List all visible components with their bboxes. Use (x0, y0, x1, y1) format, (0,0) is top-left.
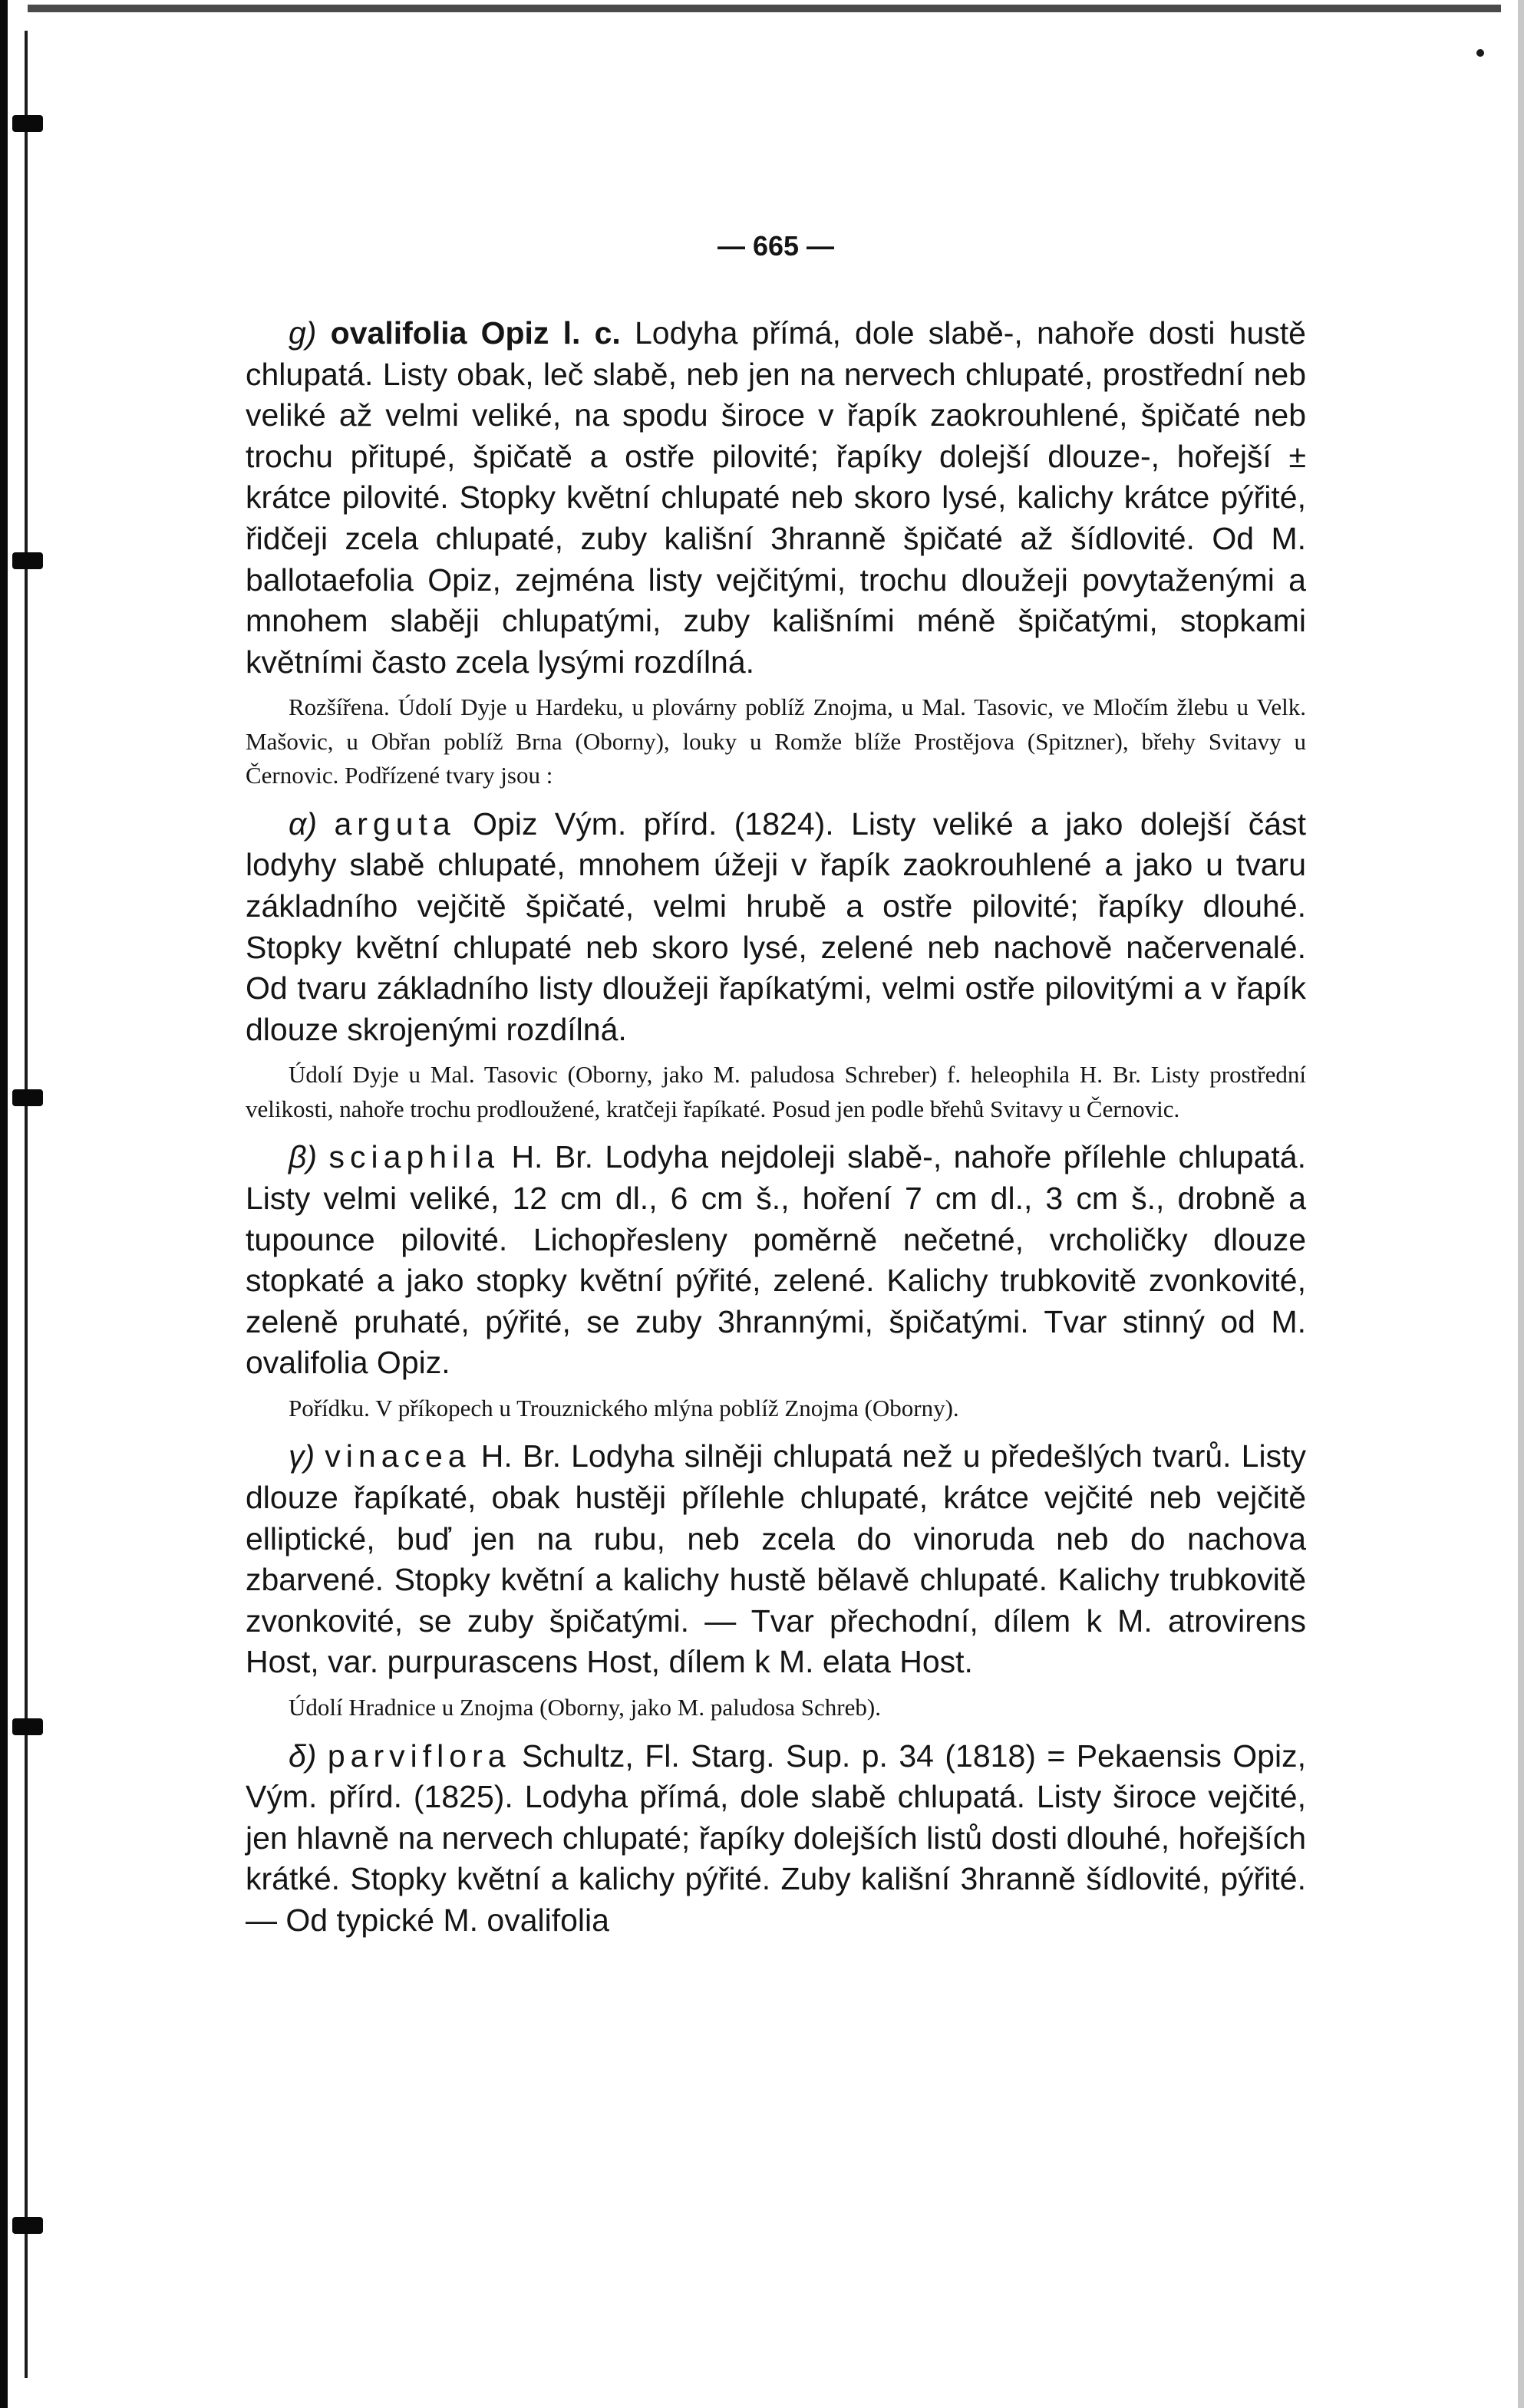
distribution-note: Pořídku. V příkopech u Trouznického mlýna poblíž Znojma (Oborny). (289, 1394, 959, 1421)
top-scan-edge (28, 5, 1501, 12)
page-number: — 665 — (717, 230, 835, 262)
variety-name: parviflora (327, 1738, 511, 1774)
variety-name: vinacea (325, 1438, 471, 1474)
distribution-note: Rozšířena. Údolí Dyje u Hardeku, u plovárny poblíž Znojma, u Mal. Tasovic, ve Mločím žlebu u Velk. Mašovic, u Obřan poblíž Brna (Oborny), louky u Romže blíže Prostějova (Spitzner), břehy Svitavy u Černovic. Podřízené tvary jsou : (246, 693, 1306, 789)
variety-ovalifolia (246, 313, 1306, 683)
binding-mark (12, 552, 43, 569)
variety-vinacea (246, 1436, 1306, 1683)
gutter-line (25, 31, 28, 2378)
distribution-note: Údolí Hradnice u Znojma (Oborny, jako M. paludosa Schreb). (289, 1694, 881, 1721)
variety-name: arguta (334, 805, 456, 842)
variety-name: sciaphila (328, 1139, 500, 1175)
variety-description: H. Br. Lodyha silněji chlupatá než u předešlých tvarů. Listy dlouze řapíkaté, obak hustěji přílehle chlupaté, krátce vejčité neb vejčitě elliptické, buď jen na rubu, neb zcela do vinoruda neb do nachova zbarvené. Stopky květní a kalichy hustě bělavě chlupaté. Kalichy trubkovitě zvonkovité, se zuby špičatými. — Tvar přechodní, dílem k M. atrovirens Host, var. purpurascens Host, dílem k M. elata Host. (246, 1438, 1306, 1680)
variety-label: α) (289, 805, 318, 842)
variety-arguta (246, 804, 1306, 1051)
variety-sciaphila (246, 1137, 1306, 1384)
distribution-note: Údolí Dyje u Mal. Tasovic (Oborny, jako M. paludosa Schreber) f. heleophila H. Br. Listy prostřední velikosti, nahoře trochu prodloužené, kratčeji řapíkaté. Posud jen podle břehů Svitavy u Černovic. (246, 1061, 1306, 1122)
variety-label: g) (289, 315, 317, 351)
variety-description: Lodyha přímá, dole slabě-, nahoře dosti hustě chlupatá. Listy obak, leč slabě, neb jen na nervech chlupaté, prostřední neb veliké až velmi veliké, na spodu široce v řapík zaokrouhlené, špičaté neb trochu přitupé, špičatě a ostře pilovité; řapíky dolejší dlouze-, hořejší ± krátce pilovité. Stopky květní chlupaté neb skoro lysé, kalichy krátce pýřité, řidčeji zcela chlupaté, zuby kališní 3hranně špičaté až šídlovité. Od M. ballotaefolia Opiz, zejména listy vejčitými, trochu dloužeji povytaženými a mnohem slaběji chlupatými, zuby kališními méně špičatými, stopkami květními často zcela lysými rozdílná. (246, 315, 1306, 680)
variety-name: ovalifolia Opiz l. c. (330, 315, 621, 351)
scan-speck (1476, 49, 1484, 57)
variety-label: δ) (289, 1738, 317, 1774)
binding-mark (12, 1089, 43, 1106)
variety-parviflora (246, 1736, 1306, 1942)
book-binding-edge (0, 0, 8, 2408)
variety-label: γ) (289, 1438, 315, 1474)
variety-description: Schultz, Fl. Starg. Sup. p. 34 (1818) = Pekaensis Opiz, Vým. přírd. (1825). Lodyha přímá, dole slabě chlupatá. Listy široce vejčité, jen hlavně na nervech chlupaté; řapíky dolejších listů dosti dlouhé, hořejších krátké. Stopky květní a kalichy pýřité. Zuby kališní 3hranně šídlovité, pýřité. — Od typické M. ovalifolia (246, 1738, 1306, 1938)
right-scan-edge (1518, 0, 1524, 2408)
binding-mark (12, 115, 43, 132)
variety-description: Opiz Vým. přírd. (1824). Listy veliké a jako dolejší část lodyhy slabě chlupaté, mnohem úžeji v řapík zaokrouhlené a jako u tvaru základního vejčitě špičaté, velmi hrubě a ostře pilovité; řapíky dlouhé. Stopky květní chlupaté neb skoro lysé, zelené neb nachově načervenalé. Od tvaru základního listy dloužeji řapíkatými, velmi ostře pilovitými a v řapík dlouze skrojenými rozdílná. (246, 805, 1306, 1047)
variety-description: H. Br. Lodyha nejdoleji slabě-, nahoře přílehle chlupatá. Listy velmi veliké, 12 cm dl., 6 cm š., hoření 7 cm dl., 3 cm š., drobně a tupounce pilovité. Lichopřesleny poměrně nečetné, vrcholičky dlouze stopkaté a jako stopky květní pýřité, zelené. Kalichy trubkovitě zvonkovité, zeleně pruhaté, pýřité, se zuby 3hrannými, špičatými. Tvar stinný od M. ovalifolia Opiz. (246, 1139, 1306, 1381)
variety-label: β) (289, 1139, 318, 1175)
binding-mark (12, 2217, 43, 2234)
page-content (246, 230, 1306, 1942)
binding-mark (12, 1718, 43, 1735)
